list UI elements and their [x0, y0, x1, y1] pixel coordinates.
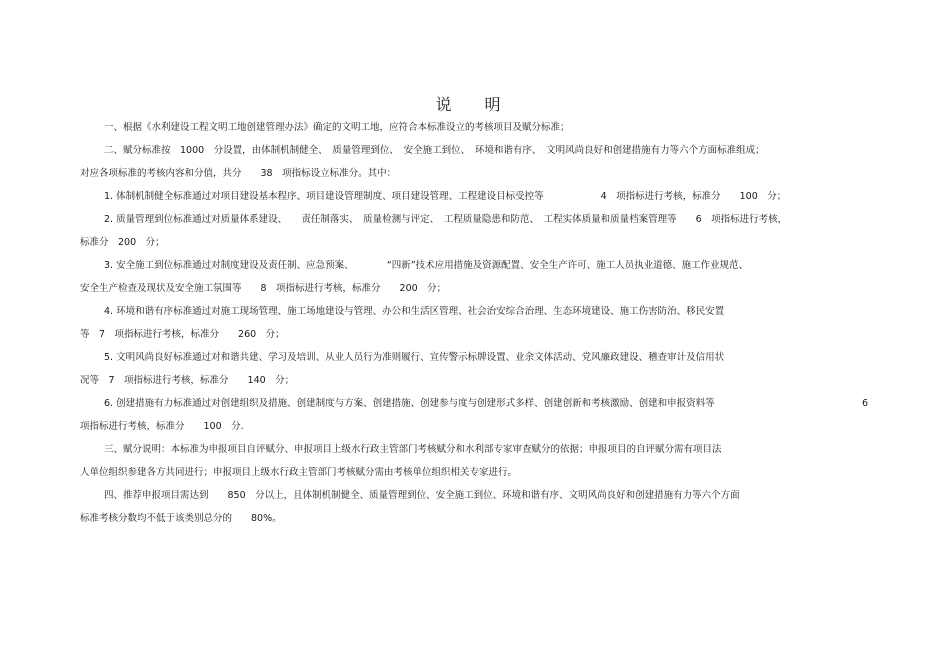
paragraph-2 [80, 139, 880, 185]
paragraph-3 [80, 438, 880, 484]
paragraph-item-3 [80, 254, 880, 300]
page-title: 说 明 [435, 95, 515, 114]
paragraph-line: 况等 7 项指标进行考核，标准分 140 分； [80, 375, 295, 386]
paragraph-item-4 [80, 300, 880, 346]
paragraph-line: 标准考核分数均不低于该类别总分的 80%。 [80, 513, 282, 524]
paragraph-line: 1. 体制机制健全标准通过对项目建设基本程序、项目建设管理制度、项目建设管理、工程建设目标受控等 4 项指标进行考核，标准分 100 分； [104, 191, 787, 202]
paragraph-line: 2. 质量管理到位标准通过对质量体系建设、 责任制落实、 质量检测与评定、 工程质量隐患和防范、 工程实体质量和质量档案管理等 6 项指标进行考核， [104, 214, 788, 225]
paragraph-line: 等 7 项指标进行考核，标准分 260 分； [80, 329, 285, 340]
paragraph-line: 3. 安全施工到位标准通过对制度建设及责任制、应急预案、 “四新”技术应用措施及资源配置、安全生产许可、施工人员执业道德、施工作业规范、 [104, 260, 749, 271]
paragraph-line: 一、根据《水利建设工程文明工地创建管理办法》确定的文明工地，应符合本标准设立的考核项目及赋分标准； [104, 122, 570, 133]
paragraph-line: 标准分 200 分； [80, 237, 165, 248]
paragraph-1 [80, 116, 880, 139]
paragraph-line: 二、赋分标准按 1000 分设置，由体制机制健全、 质量管理到位、 安全施工到位、 环境和谐有序、 文明风尚良好和创建措施有力等六个方面标准组成； [104, 145, 765, 156]
paragraph-item-6 [80, 392, 880, 438]
paragraph-line: 安全生产检查及现状及安全施工氛围等 8 项指标进行考核，标准分 200 分； [80, 283, 447, 294]
paragraph-item-2 [80, 208, 880, 254]
paragraph-line: 人单位组织参建各方共同进行；申报项目上级水行政主管部门考核赋分需由考核单位组织相关专家进行。 [80, 467, 518, 478]
paragraph-item-1 [80, 185, 880, 208]
paragraph-line: 6. 创建措施有力标准通过对创建组织及措施、创建制度与方案、创建措施、创建参与度与创建形式多样、创建创新和考核激励、创建和申报资料等 [104, 398, 715, 409]
paragraph-line: 三、赋分说明：本标准为申报项目自评赋分、申报项目上级水行政主管部门考核赋分和水利部专家审查赋分的依据；申报项目的自评赋分需有项目法 [104, 444, 722, 455]
paragraph-line: 对应各项标准的考核内容和分值，共分 38 项指标设立标准分。其中： [80, 168, 397, 179]
paragraph-line: 项指标进行考核，标准分 100 分. [80, 421, 244, 432]
paragraph-line: 5. 文明风尚良好标准通过对和谐共建、学习及培训、从业人员行为准则履行、宣传警示标牌设置、业余文体活动、党风廉政建设、稽查审计及信用状 [104, 352, 725, 363]
paragraph-line: 四、推荐申报项目需达到 850 分以上，且体制机制健全、质量管理到位、安全施工到位、环境和谐有序、文明风尚良好和创建措施有力等六个方面 [104, 490, 740, 501]
paragraph-4 [80, 484, 880, 530]
paragraph-line: 4. 环境和谐有序标准通过对施工现场管理、施工场地建设与管理、办公和生活区管理、社会治安综合治理、生态环境建设、施工伤害防治、移民安置 [104, 306, 725, 317]
paragraph-item-5 [80, 346, 880, 392]
trailing-number: 6 [862, 398, 869, 409]
